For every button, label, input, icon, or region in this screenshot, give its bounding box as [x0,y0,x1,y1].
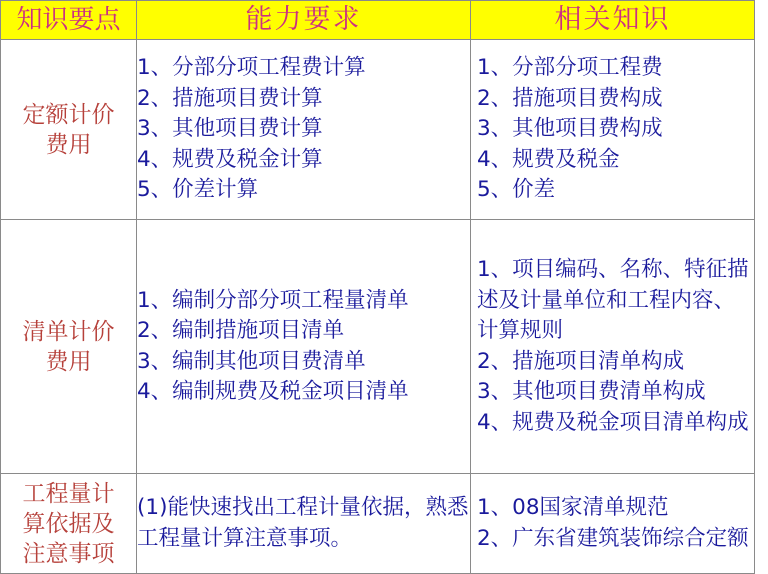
ability-cell [137,220,471,474]
topic-cell [1,474,137,574]
table-row [1,40,755,220]
table-row [1,220,755,474]
knowledge-item: 2、措施项目清单构成 [477,348,685,374]
ability-item: 1、分部分项工程费计算 [137,55,366,81]
knowledge-cell [471,220,755,474]
topic-line: 费用 [45,131,92,158]
topic-cell [1,40,137,220]
knowledge-item: 1、分部分项工程费 [477,55,663,81]
knowledge-item: 1、08国家清单规范 [477,495,669,520]
ability-item: 5、价差计算 [137,177,259,203]
header-related-knowledge: 相关知识 [471,1,755,40]
knowledge-item: 4、规费及税金项目清单构成 [477,409,749,435]
knowledge-cell [471,474,755,574]
ability-cell [137,474,471,574]
ability-item: 1、编制分部分项工程量清单 [137,287,409,313]
table-header-row [1,1,755,40]
ability-item: 3、编制其他项目费清单 [137,348,366,374]
knowledge-item: 2、广东省建筑装饰综合定额 [477,525,749,551]
topic-line: 费用 [45,348,92,375]
knowledge-item: 2、措施项目费构成 [477,85,663,111]
header-knowledge-points: 知识要点 [1,1,137,40]
ability-item: (1)能快速找出工程计量依据，熟悉工程量计算注意事项。 [137,495,469,551]
topic-line: 清单计价 [22,318,115,345]
knowledge-cell [471,40,755,220]
topic-line: 注意事项 [22,540,115,567]
ability-item: 2、措施项目费计算 [137,85,323,111]
header-ability-requirements: 能力要求 [137,1,471,40]
ability-item: 4、规费及税金计算 [137,146,323,172]
topic-line: 工程量计 [22,480,115,507]
knowledge-item: 3、其他项目费构成 [477,116,663,142]
knowledge-item: 4、规费及税金 [477,146,620,172]
topic-line: 定额计价 [22,101,115,128]
knowledge-item: 3、其他项目费清单构成 [477,379,706,404]
topic-line: 算依据及 [22,510,115,537]
topic-cell [1,220,137,474]
ability-cell [137,40,471,220]
ability-item: 4、编制规费及税金项目清单 [137,379,409,404]
ability-item: 2、编制措施项目清单 [137,318,345,343]
knowledge-item: 1、项目编码、名称、特征描述及计量单位和工程内容、计算规则 [477,257,749,343]
knowledge-item: 5、价差 [477,177,556,203]
ability-item: 3、其他项目费计算 [137,116,323,142]
table-row [1,474,755,574]
